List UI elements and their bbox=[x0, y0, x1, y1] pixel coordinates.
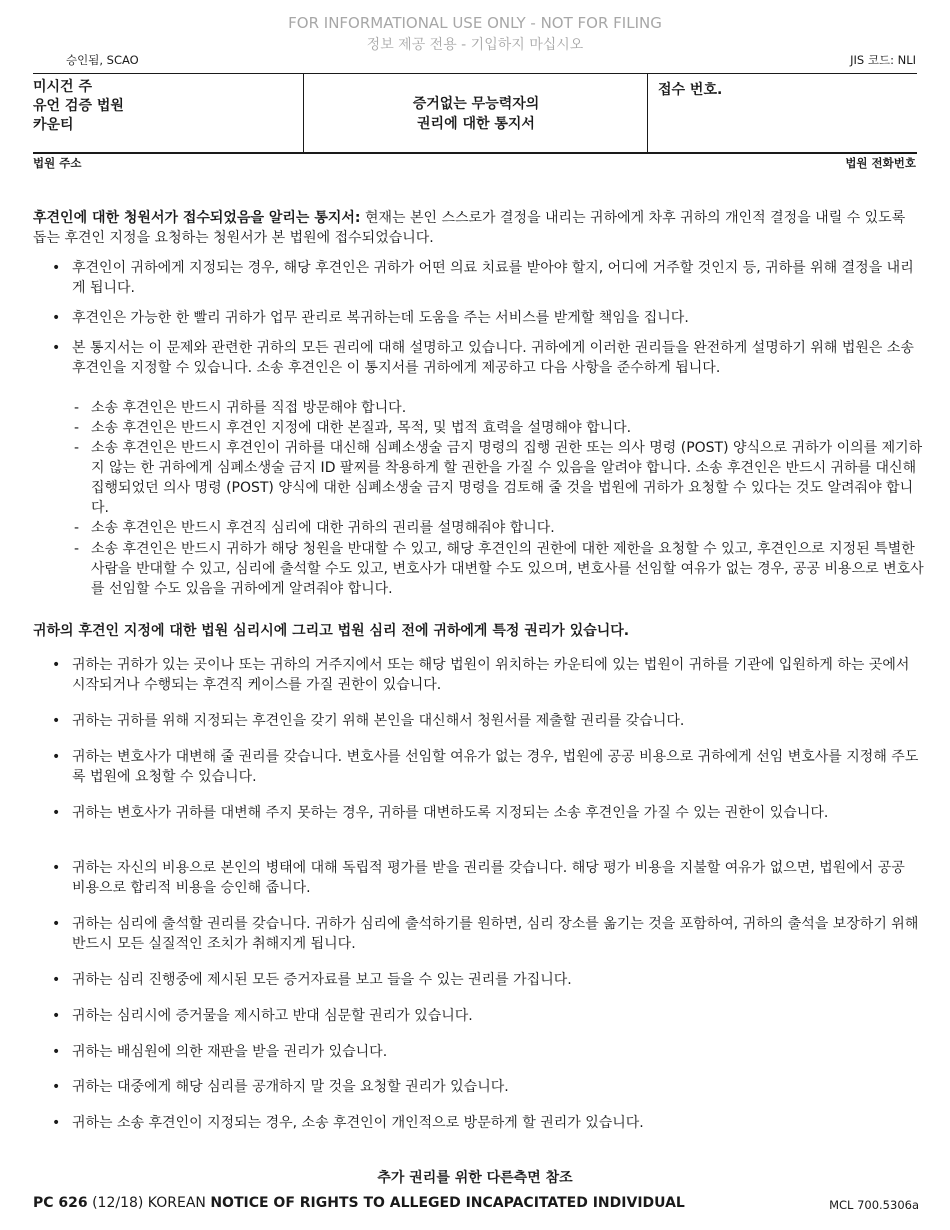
bullet-icon: • bbox=[52, 260, 61, 276]
bullet-icon: • bbox=[52, 657, 61, 673]
list-item: • 귀하는 심리시에 증거물을 제시하고 반대 심문할 권리가 있습니다. bbox=[52, 1008, 473, 1024]
bullet-icon: • bbox=[52, 860, 61, 876]
dash-icon: - bbox=[74, 440, 80, 456]
watermark-line-2: 정보 제공 전용 - 기입하지 마십시오 bbox=[366, 37, 584, 53]
court-line: 미시건 주 bbox=[33, 79, 92, 95]
header-bottom-rule bbox=[33, 152, 917, 154]
bullet-icon: • bbox=[52, 1008, 61, 1024]
approval-note: 승인됨, SCAO bbox=[66, 53, 139, 67]
bullet-icon: • bbox=[52, 749, 61, 765]
list-item: • 귀하는 소송 후견인이 지정되는 경우, 소송 후견인이 개인적으로 방문하게 할 권리가 있습니다. bbox=[52, 1115, 644, 1131]
form-title-line: 권리에 대한 통지서 bbox=[417, 116, 535, 132]
sub-list-item: - 소송 후견인은 반드시 귀하를 직접 방문해야 합니다. bbox=[74, 400, 407, 416]
dash-icon: - bbox=[74, 420, 80, 436]
bullet-icon: • bbox=[52, 1079, 61, 1095]
list-item: • 후견인이 귀하에게 지정되는 경우, 해당 후견인은 귀하가 어떤 의료 치료를 받아야 할지, 어디에 거주할 것인지 등, 귀하를 위해 결정을 내리게 됩니다. bbox=[52, 260, 914, 296]
bullet-icon: • bbox=[52, 1115, 61, 1131]
jis-code: JIS 코드: NLI bbox=[850, 53, 916, 67]
sub-list-item: - 소송 후견인은 반드시 후견인 지정에 대한 본질과, 목적, 및 법적 효력을 설명해야 합니다. bbox=[74, 420, 632, 436]
list-item: • 귀하는 대중에게 해당 심리를 공개하지 말 것을 요청할 권리가 있습니다. bbox=[52, 1079, 509, 1095]
bullet-icon: • bbox=[52, 1044, 61, 1060]
bullet-icon: • bbox=[52, 340, 61, 356]
statute-reference: MCL 700.5306a bbox=[829, 1198, 919, 1212]
court-line: 유언 검증 법원 bbox=[33, 98, 124, 114]
bullet-icon: • bbox=[52, 713, 61, 729]
see-other-side-note: 추가 권리를 위한 다른측면 참조 bbox=[377, 1170, 573, 1186]
form-title bbox=[304, 94, 648, 134]
dash-icon: - bbox=[74, 541, 80, 557]
list-item: • 귀하는 심리 진행중에 제시된 모든 증거자료를 보고 들을 수 있는 권리를 가집니다. bbox=[52, 972, 572, 988]
form-english-title: NOTICE OF RIGHTS TO ALLEGED INCAPACITATED INDIVIDUAL bbox=[210, 1195, 685, 1211]
case-number-label: 접수 번호. bbox=[658, 82, 723, 98]
bullet-icon: • bbox=[52, 916, 61, 932]
list-item: • 귀하는 배심원에 의한 재판을 받을 권리가 있습니다. bbox=[52, 1044, 388, 1060]
list-item: • 귀하는 귀하가 있는 곳이나 또는 귀하의 거주지에서 또는 해당 법원이 위치하는 카운티에 있는 법원이 귀하를 기관에 입원하게 하는 곳에서 시작되거나 수행되는 후견직 케이스를 가질 권한이 있습니다. bbox=[52, 657, 910, 693]
list-item: • 귀하는 변호사가 귀하를 대변해 주지 못하는 경우, 귀하를 대변하도록 지정되는 소송 후견인을 가질 수 있는 권한이 있습니다. bbox=[52, 805, 829, 821]
dash-icon: - bbox=[74, 520, 80, 536]
list-item: • 후견인은 가능한 한 빨리 귀하가 업무 관리로 복귀하는데 도움을 주는 서비스를 받게할 책임을 집니다. bbox=[52, 310, 689, 326]
form-footer bbox=[33, 1195, 685, 1211]
court-line: 카운티 bbox=[33, 117, 74, 133]
list-item: • 귀하는 귀하를 위해 지정되는 후견인을 갖기 위해 본인을 대신해서 청원서를 제출할 권리를 갖습니다. bbox=[52, 713, 685, 729]
bullet-icon: • bbox=[52, 310, 61, 326]
form-revision: (12/18) KOREAN bbox=[87, 1195, 211, 1211]
sub-list-item: - 소송 후견인은 반드시 후견인이 귀하를 대신해 심폐소생술 금지 명령의 집행 권한 또는 의사 명령 (POST) 양식으로 귀하가 이의를 제기하지 않는 한 귀하에게 심폐소생술 금지 ID 팔찌를 착용하게 할 권한을 가질 수 있음을 알려야 합니다. 소송 후견인은 반드시 귀하를 대신해 집행되었던 의사 명령 (POST) 양식에 대한 심폐소생술 금지 명령을 검토해 줄 것을 법원에 귀하가 요청할 수 있다는 것도 알려줘야 합니다. bbox=[74, 440, 923, 516]
form-number: PC 626 bbox=[33, 1195, 88, 1211]
intro-text: 현재는 본인 스스로가 결정을 내리는 귀하에게 차후 귀하의 개인적 결정을 내릴 수 있도록 돕는 후견인 지정을 요청하는 청원서가 본 법원에 접수되었습니다. bbox=[33, 210, 906, 246]
sub-list-item: - 소송 후견인은 반드시 후견직 심리에 대한 귀하의 권리를 설명해줘야 합니다. bbox=[74, 520, 555, 536]
intro-paragraph bbox=[33, 208, 917, 248]
bullet-icon: • bbox=[52, 805, 61, 821]
list-item: • 귀하는 심리에 출석할 권리를 갖습니다. 귀하가 심리에 출석하기를 원하면, 심리 장소를 옮기는 것을 포함하여, 귀하의 출석을 보장하기 위해 반드시 모든 실질적인 조치가 취해지게 됩니다. bbox=[52, 916, 919, 952]
dash-icon: - bbox=[74, 400, 80, 416]
court-address-label: 법원 주소 bbox=[33, 156, 82, 170]
bullet-icon: • bbox=[52, 972, 61, 988]
form-title-line: 증거없는 무능력자의 bbox=[412, 96, 540, 112]
header-top-rule bbox=[33, 73, 917, 74]
section-heading: 귀하의 후견인 지정에 대한 법원 심리시에 그리고 법원 심리 전에 귀하에게 특정 권리가 있습니다. bbox=[33, 623, 630, 639]
list-item: • 귀하는 자신의 비용으로 본인의 병태에 대해 독립적 평가를 받을 권리를 갖습니다. 해당 평가 비용을 지불할 여유가 없으면, 법원에서 공공 비용으로 합리적 비용을 승인해 줍니다. bbox=[52, 860, 905, 896]
intro-heading: 후견인에 대한 청원서가 접수되었음을 알리는 통지서: bbox=[33, 210, 361, 226]
court-phone-label: 법원 전화번호 bbox=[845, 156, 916, 170]
court-name-block bbox=[33, 78, 124, 135]
sub-list-item: - 소송 후견인은 반드시 귀하가 해당 청원을 반대할 수 있고, 해당 후견인의 권한에 대한 제한을 요청할 수 있고, 후견인으로 지정된 특별한 사람을 반대할 수 있고, 심리에 출석할 수도 있고, 변호사가 대변할 수도 있으며, 변호사를 선임할 여유가 없는 경우, 공공 비용으로 변호사를 선임할 수도 있음을 귀하에게 알려줘야 합니다. bbox=[74, 541, 924, 597]
list-item: • 본 통지서는 이 문제와 관련한 귀하의 모든 권리에 대해 설명하고 있습니다. 귀하에게 이러한 권리들을 완전하게 설명하기 위해 법원은 소송 후견인을 지정할 수 있습니다. 소송 후견인은 이 통지서를 귀하에게 제공하고 다음 사항을 준수하게 됩니다. bbox=[52, 340, 914, 376]
watermark-line-1: FOR INFORMATIONAL USE ONLY - NOT FOR FILING bbox=[288, 14, 662, 32]
list-item: • 귀하는 변호사가 대변해 줄 권리를 갖습니다. 변호사를 선임할 여유가 없는 경우, 법원에 공공 비용으로 귀하에게 선임 변호사를 지정해 주도록 법원에 요청할 수 있습니다. bbox=[52, 749, 919, 785]
